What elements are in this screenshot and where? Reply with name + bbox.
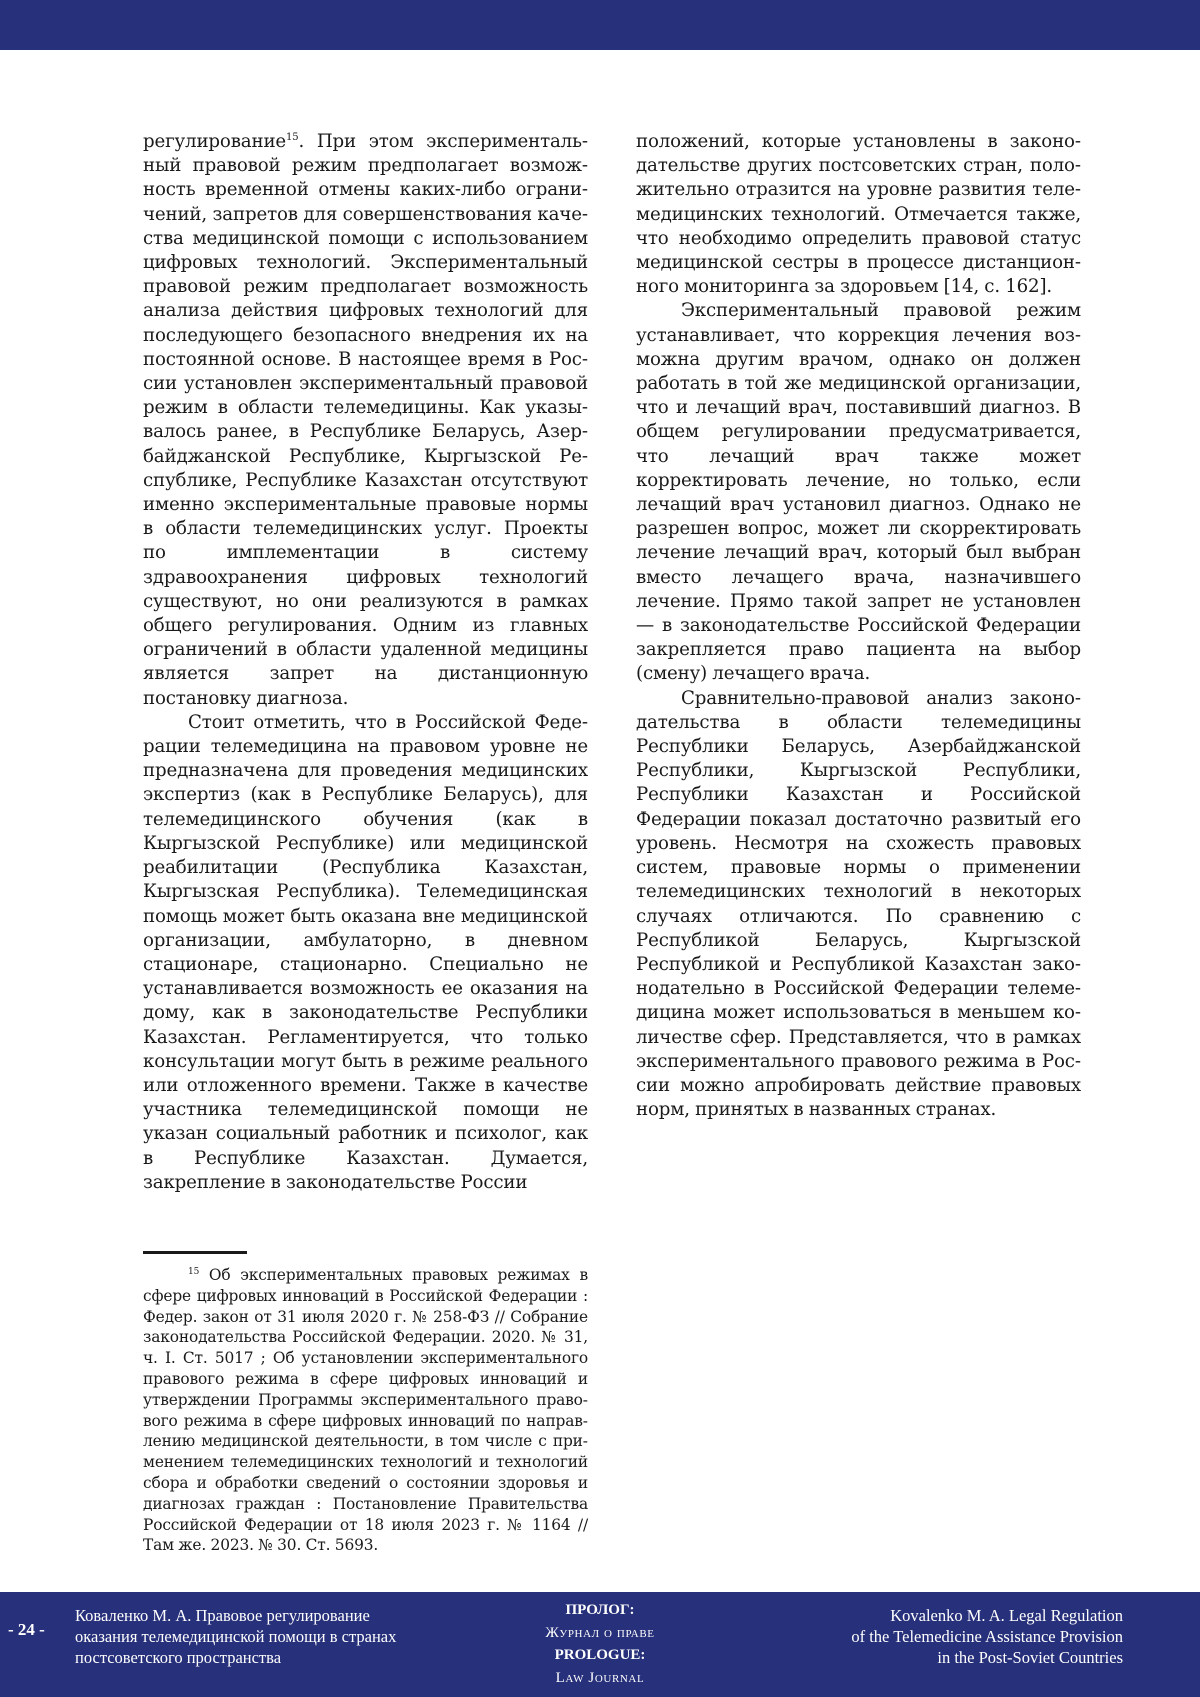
right-text-column xyxy=(636,130,1081,1122)
header-banner xyxy=(0,0,1200,50)
footnote-divider xyxy=(143,1251,247,1254)
journal-title: ПРОЛОГ: Журнал о праве PROLOGUE: Law Journal xyxy=(545,1602,655,1686)
footnote-number: 15 xyxy=(188,1267,200,1277)
paragraph: Сравнительно-правовой анализ законодательства в области телемедицины Республики Беларусь, Азербайджанской Республики, Кыргызской Республики, Республики Казахстан и Российской Федерации показал достаточно развитый его уровень. Несмотря на схожесть правовых систем, правовые нормы о применении телемедицинских технологий в некоторых случаях отличаются. По сравнению с Республикой Беларусь, Кыргызской Республикой и Республикой Казахстан законодательно в Российской Федерации телемедицина может использоваться в меньшем количестве сфер. Представляется, что в рамках экспериментального правового режима в России можно апробировать действие правовых норм, принятых в названных странах. xyxy=(636,687,1081,1121)
article-reference-ru: Коваленко М. А. Правовое регулирование оказания телемедицинской помощи в странах постсоветского пространства xyxy=(75,1606,397,1667)
footnote xyxy=(143,1265,588,1556)
footer-banner xyxy=(0,1592,1200,1697)
footnote-text: Об экспериментальных правовых режимах в сфере цифровых инноваций в Российской Федерации : Федер. закон от 31 июля 2020 г. № 258-ФЗ // Собрание законодательства Российской Федерации. 2020. № 31, ч. I. Ст. 5017 ; Об установлении экспериментального правового режима в сфере цифровых инноваций и утверждении Программы экспериментального правового режима в сфере цифровых инноваций по направлению медицинской деятельности, в том числе с применением телемедицинских технологий и технологий сбора и обработки сведений о состоянии здоровья и диагнозах граждан : Постановление Правительства Российской Федерации от 18 июля 2023 г. № 1164 // Там же. 2023. № 30. Ст. 5693. xyxy=(143,1266,588,1555)
paragraph: положений, которые установлены в законодательстве других постсоветских стран, положительно отразится на уровне развития телемедицинских технологий. Отмечается также, что необходимо определить правовой статус медицинской сестры в процессе дистанционного мониторинга за здоровьем [14, с. 162]. xyxy=(636,131,1081,298)
paragraph: регулирование$^{15}$. При этом экспериментальный правовой режим предполагает возможность временной отмены каких-либо ограничений, запретов для совершенствования качества медицинской помощи с использованием цифровых технологий. Экспериментальный правовой режим предполагает возможность анализа действия цифровых технологий для последующего безопасного внедрения их на постоянной основе. В настоящее время в России установлен экспериментальный правовой режим в области телемедицины. Как указывалось ранее, в Республике Беларусь, Азербайджанской Республике, Кыргызской Республике, Республике Казахстан отсутствуют именно экспериментальные правовые нормы в области телемедицинских услуг. Проекты по имплементации в систему здравоохранения цифровых технологий существуют, но они реализуются в рамках общего регулирования. Одним из главных ограничений в области удаленной медицины является запрет на дистанционную постановку диагноза. xyxy=(143,131,588,709)
left-text-column xyxy=(143,130,588,1195)
paragraph: Экспериментальный правовой режим устанавливает, что коррекция лечения возможна другим врачом, однако он должен работать в той же медицинской организации, что и лечащий врач, поставивший диагноз. В общем регулировании предусматривается, что лечащий врач также может корректировать лечение, но только, если лечащий врач установил диагноз. Однако не разрешен вопрос, может ли скорректировать лечение лечащий врач, который был выбран вместо лечащего врача, назначившего лечение. Прямо такой запрет не установлен — в законодательстве Российской Федерации закрепляется право пациента на выбор (смену) лечащего врача. xyxy=(636,300,1081,685)
paragraph: Стоит отметить, что в Российской Федерации телемедицина на правовом уровне не предназначена для проведения медицинских экспертиз (как в Республике Беларусь), для телемедицинского обучения (как в Кыргызской Республике) или медицинской реабилитации (Республика Казахстан, Кыргызская Республика). Телемедицинская помощь может быть оказана вне медицинской организации, амбулаторно, в дневном стационаре, стационарно. Специально не устанавливается возможность ее оказания на дому, как в законодательстве Республики Казахстан. Регламентируется, что только консультации могут быть в режиме реального или отложенного времени. Также в качестве участника телемедицинской помощи не указан социальный работник и психолог, как в Республике Казахстан. Думается, закрепление в законодательстве России xyxy=(143,711,588,1193)
page-number: - 24 - xyxy=(8,1620,45,1639)
article-reference-en: Kovalenko M. A. Legal Regulation of the Telemedicine Assistance Provision in the Post-Soviet Countries xyxy=(851,1606,1123,1667)
footnote-reference[interactable]: 15 xyxy=(286,132,299,143)
